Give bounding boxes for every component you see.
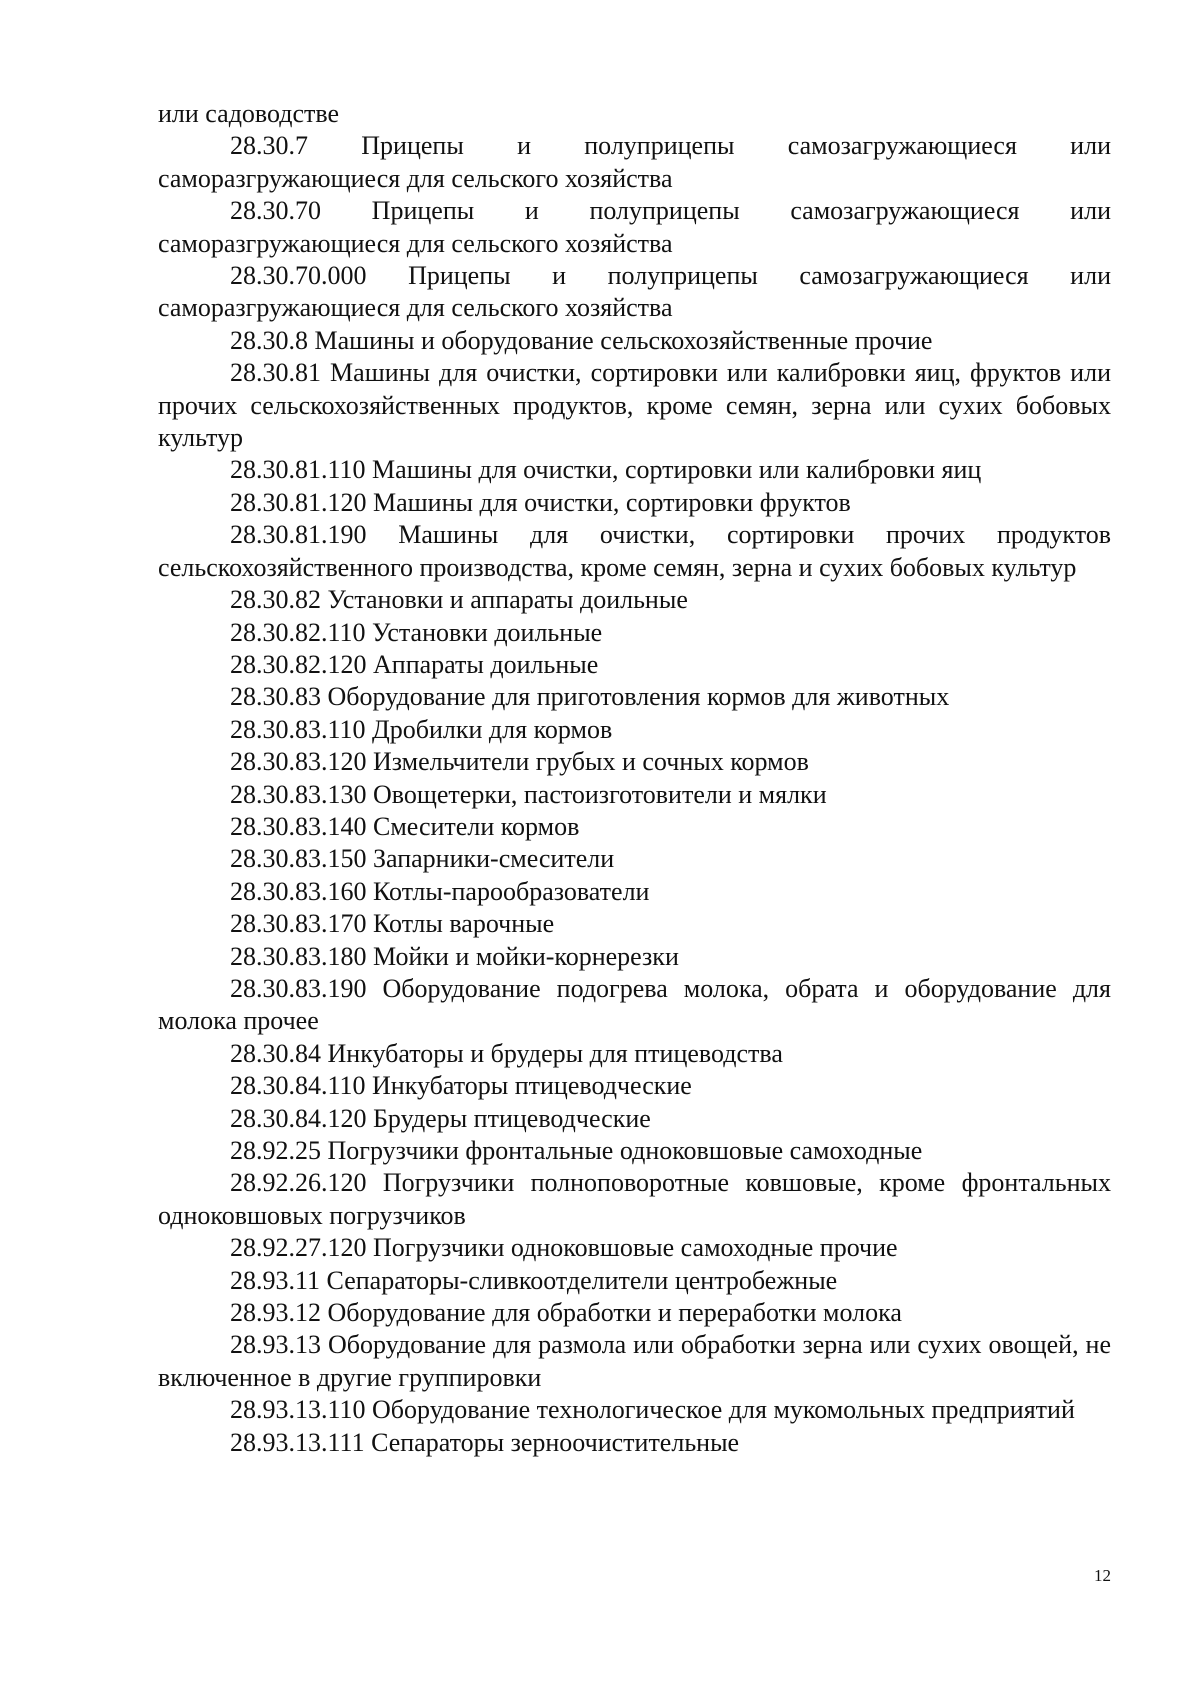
paragraph-28-30-81-190: 28.30.81.190 Машины для очистки, сортировки прочих продуктов сельскохозяйственного производства, кроме семян, зерна и сухих бобовых культур [158,520,1111,582]
paragraph-28-93-12: 28.93.12 Оборудование для обработки и переработки молока [230,1298,902,1328]
paragraph-28-30-83-140: 28.30.83.140 Смесители кормов [230,811,580,841]
paragraph-28-30-84: 28.30.84 Инкубаторы и брудеры для птицеводства [230,1038,783,1068]
page-number: 12 [1094,1566,1111,1585]
paragraph-28-30-83-110: 28.30.83.110 Дробилки для кормов [230,714,613,744]
paragraph-28-30-81-110: 28.30.81.110 Машины для очистки, сортировки или калибровки яиц [230,455,982,485]
paragraph-28-30-83: 28.30.83 Оборудование для приготовления кормов для животных [230,682,950,712]
paragraph-28-92-26-120: 28.92.26.120 Погрузчики полноповоротные ковшовые, кроме фронтальных одноковшовых погрузчиков [158,1168,1111,1230]
paragraph-28-30-83-170: 28.30.83.170 Котлы варочные [230,909,555,939]
paragraph-28-30-83-150: 28.30.83.150 Запарники-смесители [230,844,615,874]
paragraph-28-30-8: 28.30.8 Машины и оборудование сельскохозяйственные прочие [230,325,933,355]
paragraph-28-93-11: 28.93.11 Сепараторы-сливкоотделители центробежные [230,1265,838,1295]
paragraph-28-30-7: 28.30.7 Прицепы и полуприцепы самозагружающиеся или саморазгружающиеся для сельского хозяйства [158,131,1111,193]
paragraph-28-30-83-190: 28.30.83.190 Оборудование подогрева молока, обрата и оборудование для молока прочее [158,973,1111,1036]
paragraph-28-93-13: 28.93.13 Оборудование для размола или обработки зерна или сухих овощей, не включенное в другие группировки [158,1330,1111,1392]
paragraph-28-30-70: 28.30.70 Прицепы и полуприцепы самозагружающиеся или саморазгружающиеся для сельского хозяйства [158,196,1111,258]
paragraph-28-30-84-110: 28.30.84.110 Инкубаторы птицеводческие [230,1071,692,1101]
paragraph-continuation: или садоводстве [158,99,340,128]
paragraph-28-30-84-120: 28.30.84.120 Брудеры птицеводческие [230,1103,651,1133]
paragraph-28-30-82: 28.30.82 Установки и аппараты доильные [230,585,688,615]
paragraph-28-93-13-110: 28.93.13.110 Оборудование технологическое для мукомольных предприятий [230,1395,1075,1425]
paragraph-28-30-81: 28.30.81 Машины для очистки, сортировки или калибровки яиц, фруктов или прочих сельскохозяйственных продуктов, кроме семян, зерна или сухих бобовых культур [158,358,1111,453]
document-body [158,98,1111,1459]
paragraph-28-30-83-180: 28.30.83.180 Мойки и мойки-корнерезки [230,941,679,971]
paragraph-28-30-82-120: 28.30.82.120 Аппараты доильные [230,649,599,679]
paragraph-28-30-83-120: 28.30.83.120 Измельчители грубых и сочных кормов [230,747,809,777]
paragraph-28-30-81-120: 28.30.81.120 Машины для очистки, сортировки фруктов [230,487,851,517]
paragraph-28-30-82-110: 28.30.82.110 Установки доильные [230,617,603,647]
paragraph-28-93-13-111: 28.93.13.111 Сепараторы зерноочистительные [230,1427,740,1457]
paragraph-28-30-83-160: 28.30.83.160 Котлы-парообразователи [230,876,650,906]
paragraph-28-92-25: 28.92.25 Погрузчики фронтальные одноковшовые самоходные [230,1136,923,1165]
paragraph-28-30-70-000: 28.30.70.000 Прицепы и полуприцепы самозагружающиеся или саморазгружающиеся для сельского хозяйства [158,261,1111,323]
paragraph-28-92-27-120: 28.92.27.120 Погрузчики одноковшовые самоходные прочие [230,1233,898,1263]
paragraph-28-30-83-130: 28.30.83.130 Овощетерки, пастоизготовители и мялки [230,779,827,809]
